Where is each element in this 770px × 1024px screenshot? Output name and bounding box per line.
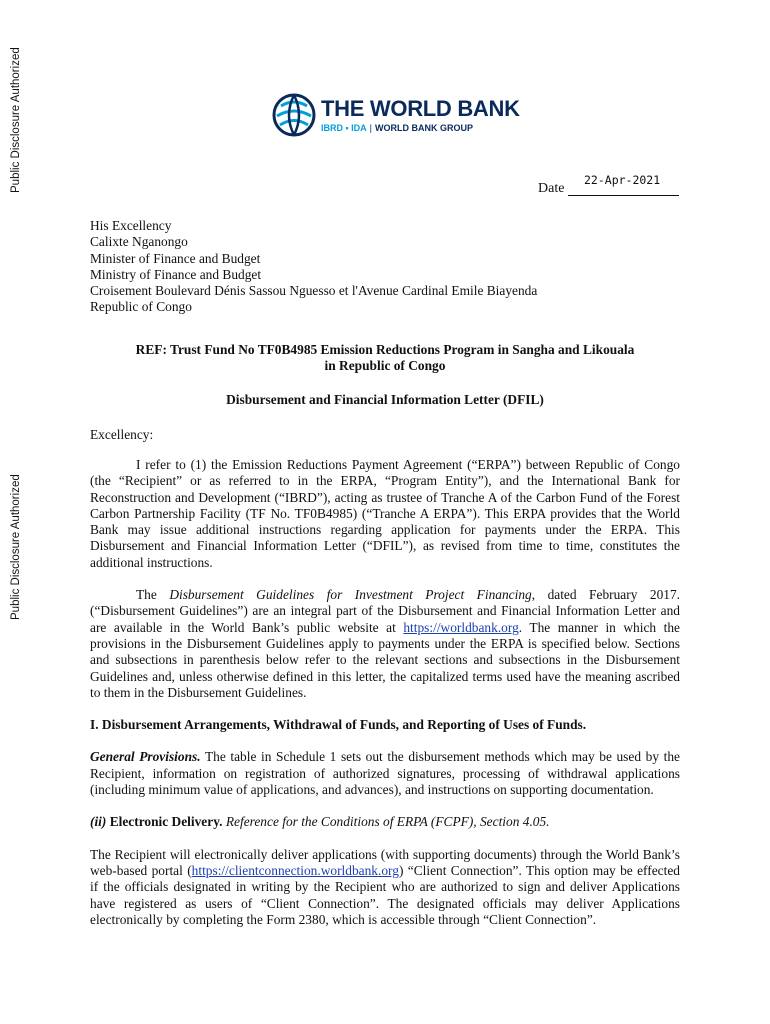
paragraph-general-provisions bbox=[90, 749, 680, 798]
logo-separator: | bbox=[369, 123, 372, 133]
recipient-address bbox=[90, 218, 680, 316]
electronic-delivery-label: Electronic Delivery. bbox=[106, 814, 223, 830]
client-connection-text-1: The Recipient will electronically deliver applications (with supporting documents) through the World Bank’s web-based portal ( bbox=[90, 846, 680, 878]
address-line: His Excellency bbox=[90, 218, 172, 233]
address-line: Croisement Boulevard Dénis Sassou Nguesso et l'Avenue Cardinal Emile Biayenda bbox=[90, 283, 538, 299]
logo-ibrd-ida: IBRD • IDA bbox=[321, 123, 367, 133]
salutation: Excellency: bbox=[90, 426, 154, 442]
address-line: Calixte Nganongo bbox=[90, 234, 188, 250]
paragraph-client-connection bbox=[90, 847, 680, 928]
electronic-delivery-heading bbox=[90, 814, 680, 830]
general-provisions-label: General Provisions. bbox=[90, 749, 201, 765]
client-connection-link[interactable]: https://clientconnection.worldbank.org bbox=[191, 862, 399, 878]
world-bank-logo bbox=[271, 92, 520, 144]
address-line: Minister of Finance and Budget bbox=[90, 250, 261, 266]
worldbank-link[interactable]: https://worldbank.org bbox=[403, 619, 519, 635]
guidelines-title: Disbursement Guidelines for Investment Project Financing bbox=[169, 587, 532, 603]
date-underline bbox=[568, 195, 679, 196]
paragraph-guidelines bbox=[90, 587, 680, 701]
date-label: Date bbox=[538, 181, 565, 196]
public-disclosure-stamp-top: Public Disclosure Authorized bbox=[10, 47, 22, 193]
address-line: Republic of Congo bbox=[90, 299, 192, 315]
date-value: 22-Apr-2021 bbox=[584, 173, 661, 187]
paragraph-erpa: I refer to (1) the Emission Reductions Payment Agreement (“ERPA”) between Republic of Congo (the “Recipient” or as referred to in the ERPA, “Program Entity”), and the International Bank for Reconstruction and Development (“IBRD”), acting as trustee of Tranche A of the Carbon Fund of the Forest Carbon Partnership Facility (TF No. TF0B4985) (“Tranche A ERPA”). This ERPA provides that the World Bank may issue additional instructions regarding application for payments under the ERPA. This Disbursement and Financial Information Letter (“DFIL”), as revised from time to time, constitutes the additional instructions. bbox=[90, 456, 680, 570]
guidelines-lead: The bbox=[136, 587, 170, 603]
logo-group: WORLD BANK GROUP bbox=[375, 123, 473, 133]
guidelines-text-1: , dated February 2017. (“Disbursement Guidelines”) are an integral part of the Disbursement and Financial Information Letter and are available in the World Bank’s public website at bbox=[90, 587, 681, 635]
subsection-number: (ii) bbox=[90, 814, 107, 830]
letter-title: Disbursement and Financial Information Letter (DFIL) bbox=[226, 392, 544, 408]
reference-line-2: in Republic of Congo bbox=[324, 358, 446, 374]
reference-heading bbox=[90, 342, 680, 375]
public-disclosure-stamp-bottom: Public Disclosure Authorized bbox=[10, 474, 22, 620]
reference-line-1: REF: Trust Fund No TF0B4985 Emission Reductions Program in Sangha and Likouala bbox=[135, 341, 635, 357]
electronic-delivery-reference: Reference for the Conditions of ERPA (FCPF), Section 4.05. bbox=[222, 814, 550, 830]
logo-subtitle bbox=[321, 123, 473, 133]
globe-icon bbox=[271, 92, 317, 138]
general-provisions-text: The table in Schedule 1 sets out the disbursement methods which may be used by the Recipient, information on registration of authorized signatures, processing of withdrawal applications (including minimum value of applications, and advances), and instructions on supporting documentation. bbox=[90, 749, 680, 798]
date-field bbox=[538, 173, 680, 197]
section-heading: I. Disbursement Arrangements, Withdrawal of Funds, and Reporting of Uses of Funds. bbox=[90, 717, 587, 733]
letter-body bbox=[90, 218, 680, 928]
address-line: Ministry of Finance and Budget bbox=[90, 266, 262, 282]
guidelines-text-2: . The manner in which the provisions in the Disbursement Guidelines apply to payments under the ERPA is specified below. Sections and subsections in parenthesis below refer to the relevant sections and subsections in the Disbursement Guidelines and, unless otherwise defined in this letter, the capitalized terms used have the meaning ascribed to them in the Disbursement Guidelines. bbox=[90, 619, 680, 700]
logo-title: THE WORLD BANK bbox=[321, 96, 520, 121]
client-connection-text-2: ) “Client Connection”. This option may be effected if the officials designated in writing by the Recipient who are authorized to sign and deliver Applications have registered as users of “Client Connection”. The designated officials may deliver Applications electronically by completing the Form 2380, which is accessible through “Client Connection”. bbox=[90, 862, 680, 927]
